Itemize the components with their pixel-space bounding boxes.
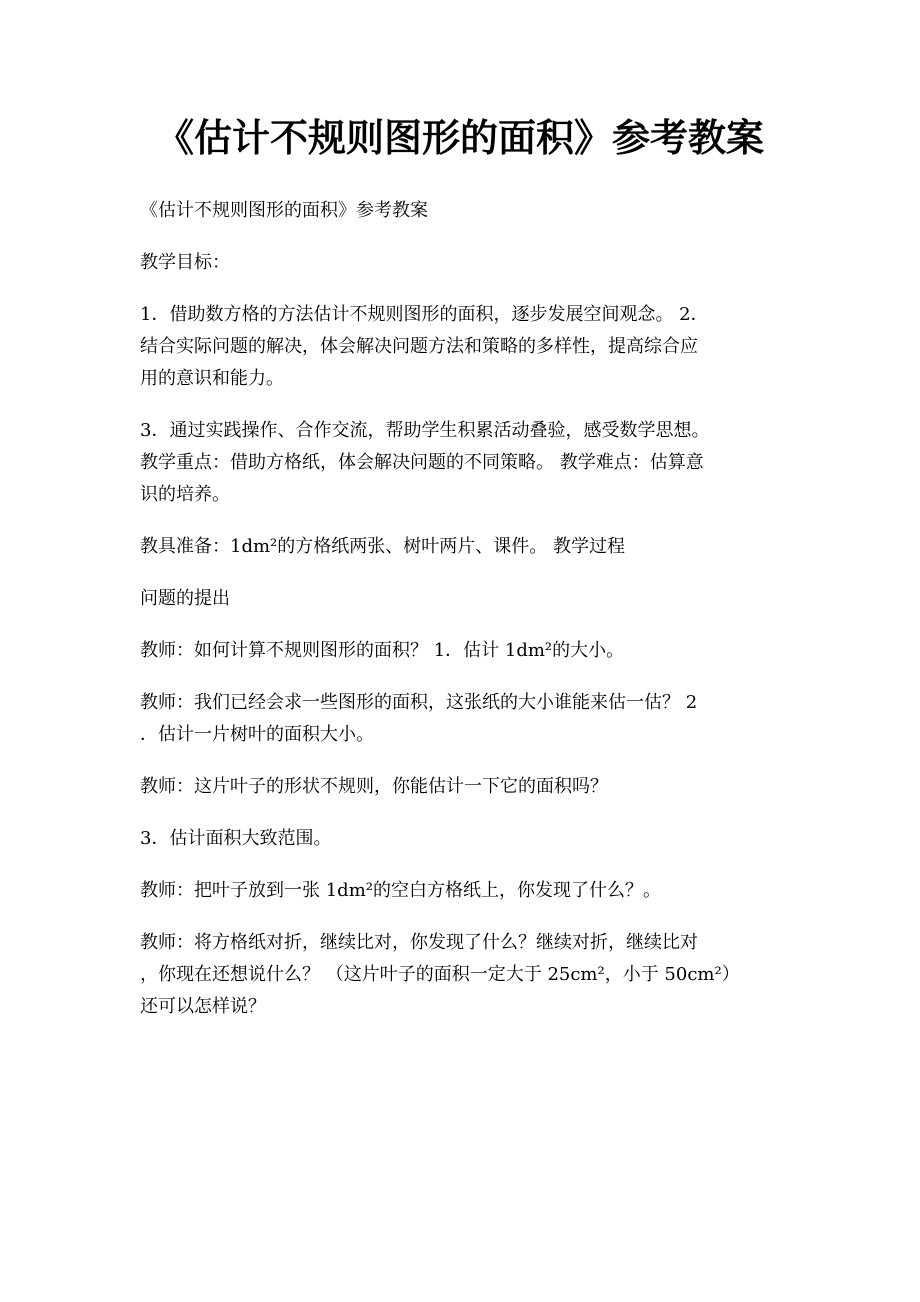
text-line: 教师：如何计算不规则图形的面积？ 1．估计 1dm²的大小。	[140, 640, 625, 661]
text-line: 问题的提出	[140, 588, 230, 609]
text-line: 结合实际问题的解决，体会解决问题方法和策略的多样性，提高综合应	[140, 336, 698, 357]
paragraph-objective-3-focus	[140, 415, 785, 511]
paragraph-teacher-3	[140, 771, 785, 803]
paragraph-problem-heading	[140, 583, 785, 615]
paragraph-objectives-1-2	[140, 299, 785, 395]
text-line: 3．估计面积大致范围。	[140, 828, 332, 849]
text-line: 教学重点：借助方格纸，体会解决问题的不同策略。 教学难点：估算意	[140, 452, 704, 473]
paragraph-subtitle	[140, 195, 785, 227]
text-line: 教师：我们已经会求一些图形的面积，这张纸的大小谁能来估一估？ 2	[140, 692, 698, 713]
paragraph-step-3	[140, 823, 785, 855]
page-title: 《估计不规则图形的面积》参考教案	[155, 116, 764, 160]
document-body	[140, 195, 785, 1043]
paragraph-objectives-heading	[140, 247, 785, 279]
paragraph-materials	[140, 531, 785, 563]
text-line: 教师：这片叶子的形状不规则，你能估计一下它的面积吗？	[140, 776, 608, 797]
text-line: ．估计一片树叶的面积大小。	[140, 724, 374, 745]
text-line: 用的意识和能力。	[140, 368, 284, 389]
text-line: 1．借助数方格的方法估计不规则图形的面积，逐步发展空间观念。 2．	[140, 304, 709, 325]
text-line: 《估计不规则图形的面积》参考教案	[140, 200, 428, 221]
text-line: 3．通过实践操作、合作交流，帮助学生积累活动叠验，感受数学思想。	[140, 420, 710, 441]
text-line: 教师：把叶子放到一张 1dm²的空白方格纸上，你发现了什么？。	[140, 880, 661, 901]
text-line: 教具准备：1dm²的方格纸两张、树叶两片、课件。 教学过程	[140, 536, 625, 557]
paragraph-teacher-1	[140, 635, 785, 667]
text-line: ，你现在还想说什么？ （这片叶子的面积一定大于 25cm²，小于 50cm²）	[140, 964, 740, 985]
text-line: 教师：将方格纸对折，继续比对，你发现了什么？继续对折，继续比对	[140, 932, 698, 953]
paragraph-teacher-2	[140, 687, 785, 751]
paragraph-teacher-5	[140, 927, 785, 1023]
text-line: 还可以怎样说？	[140, 996, 266, 1017]
text-line: 教学目标：	[140, 252, 230, 273]
paragraph-teacher-4	[140, 875, 785, 907]
text-line: 识的培养。	[140, 484, 230, 505]
